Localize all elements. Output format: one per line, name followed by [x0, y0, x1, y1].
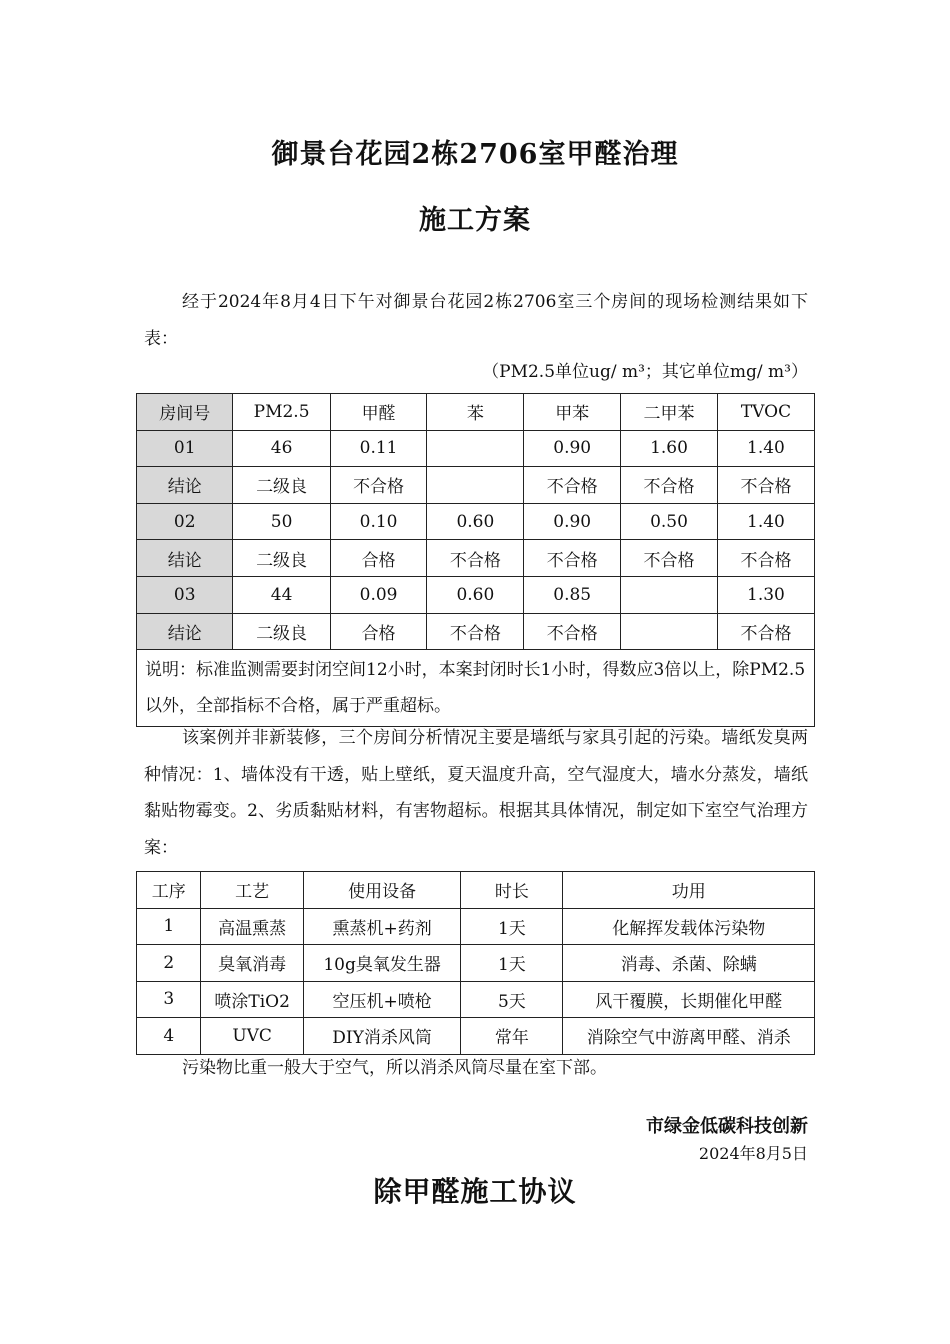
unit-note: （PM2.5单位ug/ m³；其它单位mg/ m³）: [482, 362, 808, 382]
table-cell: 1.40: [717, 503, 814, 540]
table-row: [137, 981, 815, 1018]
table-cell: 46: [233, 430, 330, 467]
column-header: 功用: [563, 872, 815, 909]
table-cell: [621, 576, 718, 613]
table-cell: DIY消杀风筒: [303, 1018, 461, 1055]
column-header: PM2.5: [233, 394, 330, 431]
table-cell: 1: [137, 908, 201, 945]
table-row: [137, 540, 815, 577]
table-cell: 0.60: [427, 576, 524, 613]
table-cell: 0.85: [524, 576, 621, 613]
column-header: 苯: [427, 394, 524, 431]
table-cell: 2: [137, 945, 201, 982]
table-cell: 0.60: [427, 503, 524, 540]
detection-results-table: [136, 393, 815, 727]
table-row: [137, 1018, 815, 1055]
document-title: 御景台花园2栋2706室甲醛治理: [271, 139, 679, 170]
column-header: 甲醛: [330, 394, 427, 431]
table-cell: 10g臭氧发生器: [303, 945, 461, 982]
table-cell: 消除空气中游离甲醛、消杀: [563, 1018, 815, 1055]
table-cell: 二级良: [233, 467, 330, 504]
table-cell: 不合格: [524, 613, 621, 650]
table-cell: 喷涂TiO2: [201, 981, 303, 1018]
table-cell: 二级良: [233, 540, 330, 577]
row-label: 02: [137, 503, 233, 540]
next-section-title: 除甲醛施工协议: [373, 1175, 577, 1208]
table-cell: [621, 613, 718, 650]
column-header: 房间号: [137, 394, 233, 431]
table-cell: 0.10: [330, 503, 427, 540]
table-cell: 44: [233, 576, 330, 613]
column-header: 时长: [461, 872, 563, 909]
table-cell: 不合格: [427, 613, 524, 650]
intro-paragraph: 经于2024年8月4日下午对御景台花园2栋2706室三个房间的现场检测结果如下表：: [144, 292, 808, 349]
table-cell: 0.50: [621, 503, 718, 540]
row-label: 结论: [137, 540, 233, 577]
footnote-paragraph: 污染物比重一般大于空气，所以消杀风筒尽量在室下部。: [182, 1058, 607, 1078]
table-cell: 熏蒸机+药剂: [303, 908, 461, 945]
table-cell: 不合格: [330, 467, 427, 504]
table-row: [137, 945, 815, 982]
table-cell: 不合格: [427, 540, 524, 577]
column-header: 使用设备: [303, 872, 461, 909]
table-cell: 1.40: [717, 430, 814, 467]
table-cell: 1.30: [717, 576, 814, 613]
column-header: TVOC: [717, 394, 814, 431]
table-cell: 不合格: [717, 540, 814, 577]
table-cell: 不合格: [717, 613, 814, 650]
table-cell: 常年: [461, 1018, 563, 1055]
table-cell: 化解挥发载体污染物: [563, 908, 815, 945]
table-cell: 合格: [330, 613, 427, 650]
table-note: 说明：标准监测需要封闭空间12小时，本案封闭时长1小时，得数应3倍以上，除PM2.5以外，全部指标不合格，属于严重超标。: [137, 650, 815, 727]
table-row: [137, 908, 815, 945]
table-cell: 1.60: [621, 430, 718, 467]
table-note-row: [137, 650, 815, 727]
table-cell: UVC: [201, 1018, 303, 1055]
table-cell: 3: [137, 981, 201, 1018]
table-cell: 合格: [330, 540, 427, 577]
table-cell: 0.90: [524, 430, 621, 467]
treatment-plan-table: [136, 871, 815, 1055]
row-label: 01: [137, 430, 233, 467]
row-label: 结论: [137, 467, 233, 504]
table-cell: 臭氧消毒: [201, 945, 303, 982]
table-row: [137, 613, 815, 650]
table-cell: 5天: [461, 981, 563, 1018]
column-header: 甲苯: [524, 394, 621, 431]
table-cell: 风干覆膜，长期催化甲醛: [563, 981, 815, 1018]
table-cell: 0.90: [524, 503, 621, 540]
table-cell: 不合格: [621, 540, 718, 577]
company-signature: 市绿金低碳科技创新: [646, 1116, 808, 1137]
table-cell: [427, 430, 524, 467]
table-row: [137, 576, 815, 613]
table-cell: 二级良: [233, 613, 330, 650]
table-cell: 4: [137, 1018, 201, 1055]
row-label: 结论: [137, 613, 233, 650]
table-row: [137, 503, 815, 540]
table-cell: 不合格: [621, 467, 718, 504]
analysis-paragraph: 该案例并非新装修，三个房间分析情况主要是墙纸与家具引起的污染。墙纸发臭两种情况：1、墙体没有干透，贴上壁纸，夏天温度升高，空气湿度大，墙水分蒸发，墙纸黏贴物霉变。2、劣质黏贴材料，有害物超标。根据其具体情况，制定如下室空气治理方案：: [144, 728, 808, 858]
column-header: 工序: [137, 872, 201, 909]
table-header-row: [137, 394, 815, 431]
table-header-row: [137, 872, 815, 909]
table-cell: 不合格: [524, 467, 621, 504]
table-cell: 50: [233, 503, 330, 540]
table-cell: 高温熏蒸: [201, 908, 303, 945]
column-header: 工艺: [201, 872, 303, 909]
table-cell: 1天: [461, 908, 563, 945]
table-cell: 空压机+喷枪: [303, 981, 461, 1018]
table-cell: 不合格: [717, 467, 814, 504]
document-subtitle: 施工方案: [419, 205, 531, 236]
document-date: 2024年8月5日: [698, 1144, 808, 1163]
table-row: [137, 430, 815, 467]
table-cell: 0.09: [330, 576, 427, 613]
column-header: 二甲苯: [621, 394, 718, 431]
table-cell: 1天: [461, 945, 563, 982]
row-label: 03: [137, 576, 233, 613]
table-cell: 消毒、杀菌、除螨: [563, 945, 815, 982]
table-cell: [427, 467, 524, 504]
table-row: [137, 467, 815, 504]
table-cell: 0.11: [330, 430, 427, 467]
table-cell: 不合格: [524, 540, 621, 577]
